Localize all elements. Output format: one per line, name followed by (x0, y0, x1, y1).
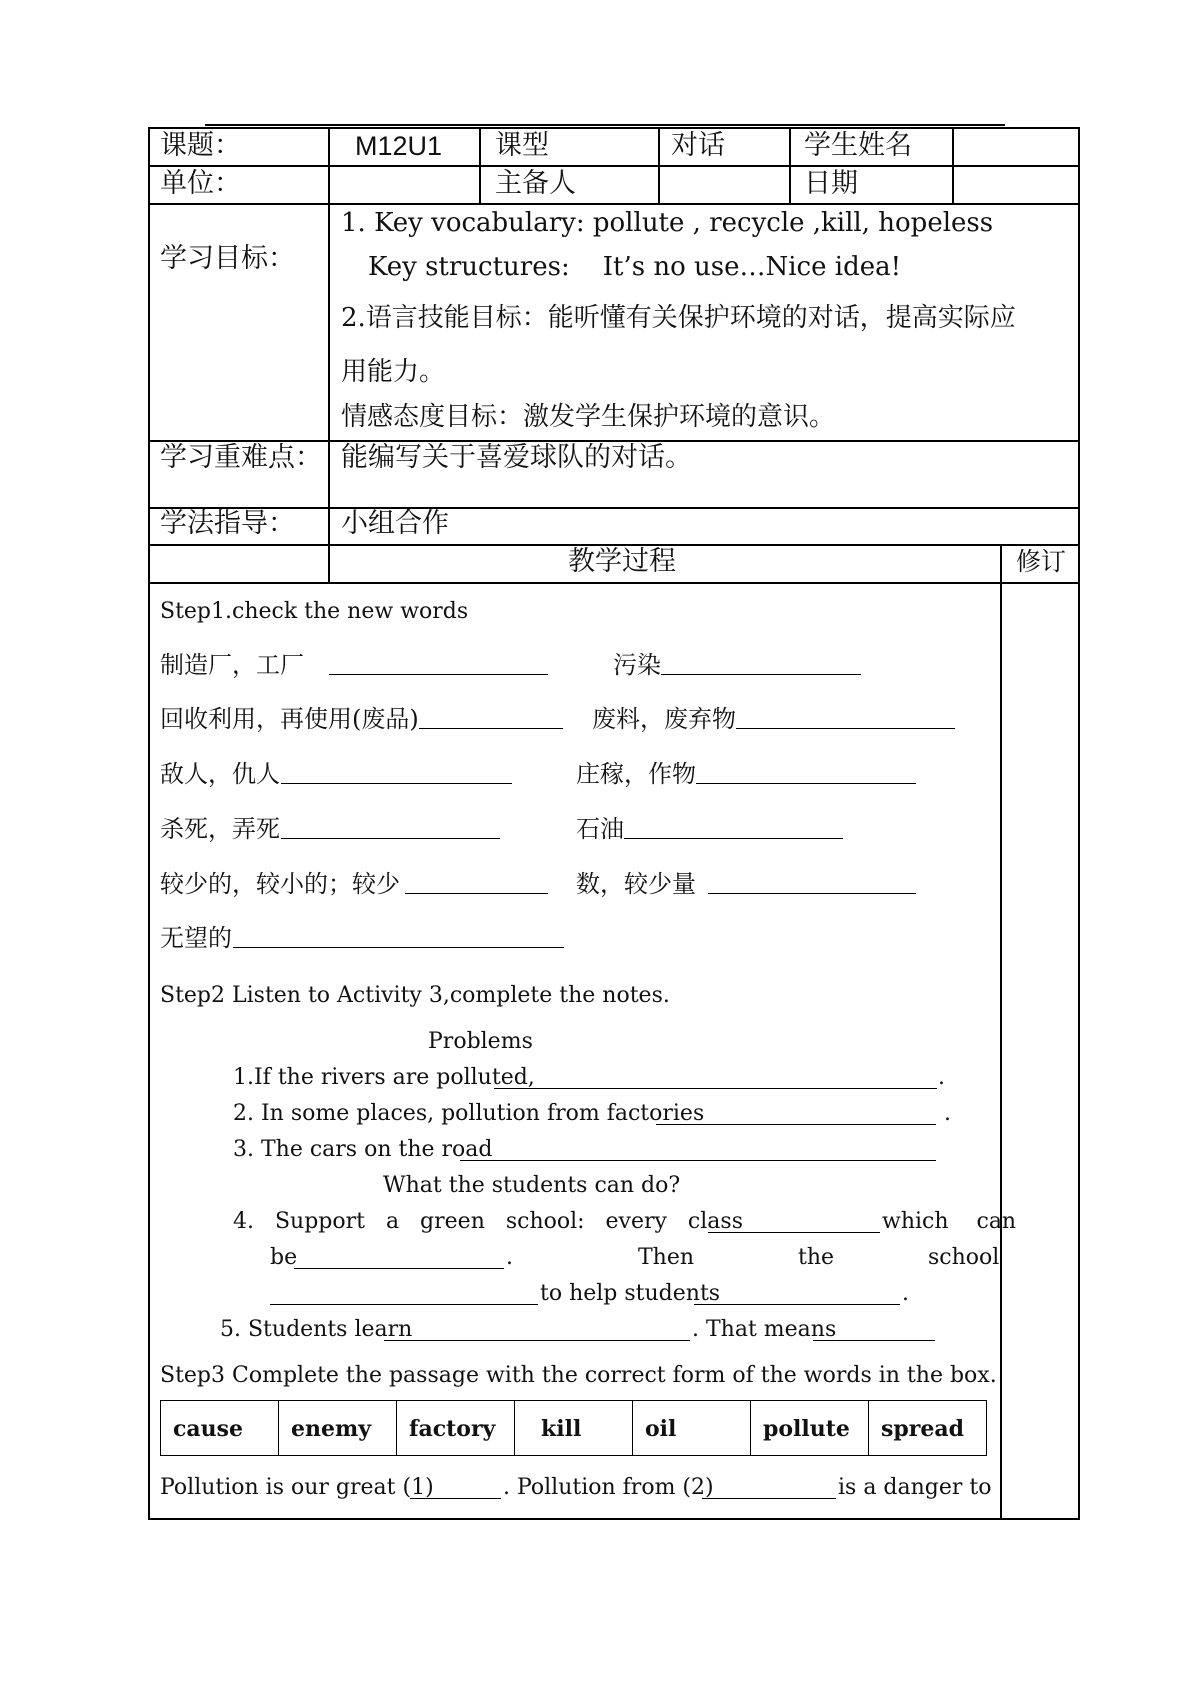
notes-blank[interactable] (708, 1212, 880, 1233)
vocab-answer-blank[interactable] (329, 654, 548, 675)
notes-blank[interactable] (294, 1248, 504, 1269)
period: . (902, 1281, 909, 1306)
passage-end: is a danger to (838, 1475, 992, 1500)
objectives-label: 学习目标： (160, 243, 295, 274)
objectives-language-skill: 2.语言技能目标：能听懂有关保护环境的对话，提高实际应 (341, 303, 1016, 333)
notes-blank[interactable] (270, 1284, 538, 1305)
period: . (506, 1245, 513, 1270)
vocab-item: 无望的 (160, 924, 232, 952)
vocab-item: 回收利用，再使用(废品) (160, 705, 419, 733)
vocab-answer-blank[interactable] (708, 873, 916, 894)
method-value: 小组合作 (341, 508, 449, 539)
solution-4-school: school (928, 1245, 1000, 1270)
objectives-language-skill-cont: 用能力。 (341, 357, 446, 387)
problem-3: 3. The cars on the road (233, 1137, 493, 1162)
objectives-attitude: 情感态度目标：激发学生保护环境的意识。 (341, 402, 836, 432)
step1-title: Step1.check the new words (160, 599, 469, 624)
vocab-answer-blank[interactable] (281, 818, 500, 839)
student-name-label: 学生姓名 (804, 130, 912, 161)
solution-5: 5. Students learn (220, 1317, 413, 1342)
vocab-item: 数，较少量 (576, 870, 696, 898)
word-box-item: pollute (751, 1401, 869, 1455)
passage-blank-1[interactable] (410, 1478, 501, 1499)
solution-4-line1-end: which can (882, 1209, 1017, 1234)
preparer-label: 主备人 (495, 168, 576, 199)
student-name-field[interactable] (958, 131, 1074, 161)
vocab-item: 杀死，弄死 (160, 815, 280, 843)
vocab-answer-blank[interactable] (661, 654, 861, 675)
word-box-item: oil (633, 1401, 751, 1455)
word-box-item: enemy (279, 1401, 397, 1455)
solution-4-line1: 4. Support a green school: every class (233, 1209, 743, 1234)
date-label: 日期 (804, 168, 858, 199)
passage-blank-2[interactable] (702, 1478, 836, 1499)
vocab-answer-blank[interactable] (281, 763, 512, 784)
passage-middle: . Pollution from (2) (503, 1475, 714, 1500)
notes-blank[interactable] (656, 1104, 936, 1125)
objectives-structures: Key structures: It’s no use…Nice idea! (368, 252, 902, 282)
period: . (938, 1065, 945, 1090)
vocab-item: 石油 (576, 815, 624, 843)
process-title: 教学过程 (568, 546, 676, 577)
period: . (944, 1101, 951, 1126)
lesson-type-value: 对话 (671, 130, 725, 161)
solution-5-means: . That means (692, 1317, 837, 1342)
vocab-answer-blank[interactable] (736, 708, 955, 729)
date-field[interactable] (958, 169, 1074, 199)
vocab-item: 污染 (613, 651, 661, 679)
problem-1: 1.If the rivers are polluted, (233, 1065, 535, 1090)
solution-4-line3: to help students (540, 1281, 721, 1306)
preparer-field[interactable] (664, 169, 784, 199)
word-box-item: spread (881, 1416, 964, 1442)
difficulty-value: 能编写关于喜爱球队的对话。 (341, 442, 692, 473)
unit-label: 单位： (160, 168, 241, 199)
vocab-item: 敌人，仇人 (160, 760, 280, 788)
word-box-item: kill (515, 1401, 633, 1455)
objectives-vocabulary: 1. Key vocabulary: pollute , recycle ,kill, hopeless (341, 208, 994, 238)
notes-blank[interactable] (460, 1140, 936, 1161)
step3-title: Step3 Complete the passage with the correct form of the words in the box. (160, 1363, 997, 1388)
revise-label: 修订 (1016, 547, 1067, 576)
top-rule (205, 124, 1005, 126)
vocab-item: 较少的，较小的；较少 (160, 870, 400, 898)
difficulty-label: 学习重难点： (160, 442, 322, 473)
vocab-item: 制造厂，工厂 (160, 651, 304, 679)
vocab-answer-blank[interactable] (419, 708, 563, 729)
lesson-plan-table (148, 127, 1080, 1520)
topic-value: M12U1 (355, 131, 443, 161)
solution-4-then: Then (638, 1245, 695, 1270)
notes-blank[interactable] (813, 1320, 935, 1341)
vocab-item: 废料，废弃物 (592, 705, 736, 733)
unit-field[interactable] (334, 169, 474, 199)
vocab-item: 庄稼，作物 (576, 760, 696, 788)
vocab-answer-blank[interactable] (405, 873, 548, 894)
vocab-answer-blank[interactable] (696, 763, 916, 784)
vocab-answer-blank[interactable] (624, 818, 843, 839)
word-box-item: factory (397, 1401, 515, 1455)
problems-heading: Problems (428, 1029, 533, 1054)
solution-4-be: be (270, 1245, 298, 1270)
topic-label: 课题： (160, 130, 241, 161)
lesson-type-label: 课型 (495, 130, 549, 161)
word-box (160, 1400, 987, 1456)
notes-blank[interactable] (494, 1068, 937, 1089)
solution-4-the: the (798, 1245, 835, 1270)
vocab-answer-blank[interactable] (233, 927, 564, 948)
can-do-heading: What the students can do? (383, 1173, 681, 1198)
passage-start: Pollution is our great (1) (160, 1475, 434, 1500)
step2-title: Step2 Listen to Activity 3,complete the notes. (160, 983, 670, 1008)
notes-blank[interactable] (694, 1284, 900, 1305)
method-label: 学法指导： (160, 508, 295, 539)
problem-2: 2. In some places, pollution from factories (233, 1101, 705, 1126)
word-box-item: cause (161, 1401, 279, 1455)
notes-blank[interactable] (384, 1320, 690, 1341)
